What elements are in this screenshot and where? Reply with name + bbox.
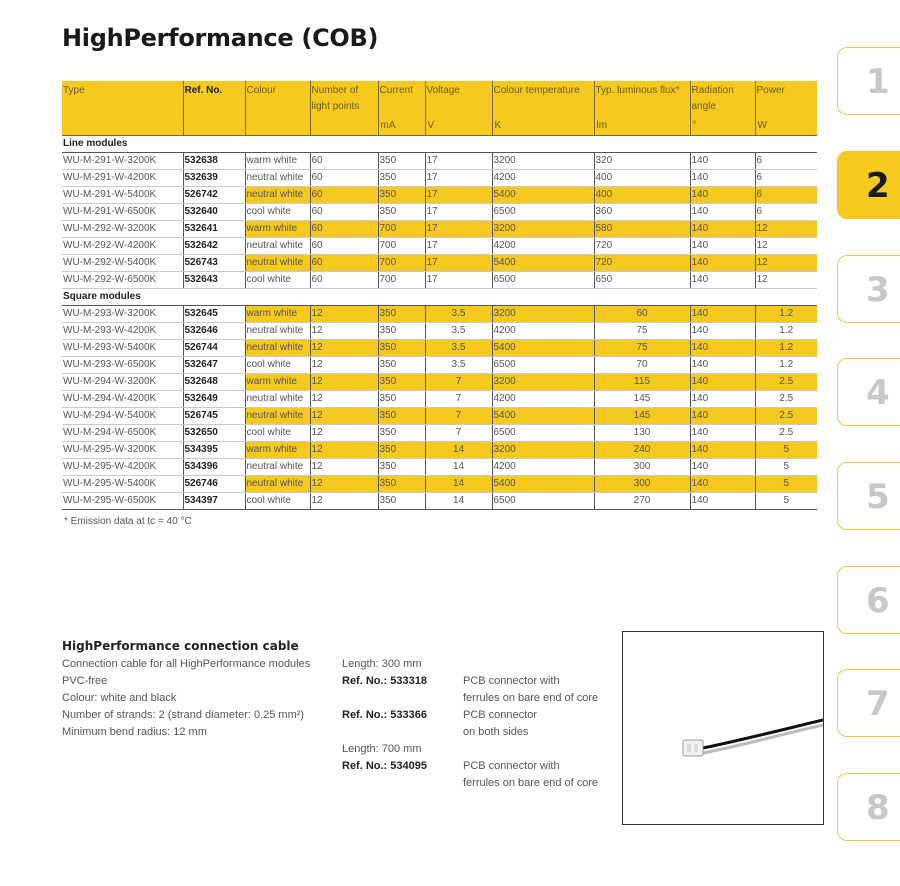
cell-points: 12 <box>310 408 378 425</box>
cell-cct: 4200 <box>492 391 594 408</box>
cell-ref: 526746 <box>183 476 245 493</box>
section-row <box>62 136 817 153</box>
cell-angle: 140 <box>690 323 755 340</box>
cell-flux: 60 <box>594 306 690 323</box>
cell-current: 350 <box>378 170 425 187</box>
chapter-tab-label: 6 <box>866 581 890 621</box>
table-row <box>62 272 817 289</box>
cell-ref: 532642 <box>183 238 245 255</box>
cell-points: 12 <box>310 476 378 493</box>
cell-angle: 140 <box>690 493 755 510</box>
cell-ref: 532647 <box>183 357 245 374</box>
cell-current: 700 <box>378 221 425 238</box>
cell-type: WU-M-295-W-6500K <box>62 493 183 510</box>
cell-voltage: 17 <box>425 170 492 187</box>
cell-current: 350 <box>378 425 425 442</box>
cell-flux: 580 <box>594 221 690 238</box>
ref-533366: Ref. No.: 533366 <box>342 709 427 721</box>
table-row <box>62 221 817 238</box>
cell-colour: neutral white <box>245 187 310 204</box>
cell-ref: 532646 <box>183 323 245 340</box>
cell-power: 2.5 <box>755 391 817 408</box>
header-power-unit: W <box>757 120 767 131</box>
cell-ref: 532649 <box>183 391 245 408</box>
length-300: Length: 300 mm <box>342 658 422 670</box>
header-voltage-unit: V <box>427 120 435 131</box>
cell-voltage: 17 <box>425 221 492 238</box>
cell-current: 350 <box>378 306 425 323</box>
cell-cct: 6500 <box>492 493 594 510</box>
cell-type: WU-M-293-W-4200K <box>62 323 183 340</box>
cell-cct: 6500 <box>492 204 594 221</box>
cell-flux: 270 <box>594 493 690 510</box>
cell-angle: 140 <box>690 204 755 221</box>
cell-voltage: 17 <box>425 204 492 221</box>
cable-title: HighPerformance connection cable <box>62 639 299 653</box>
table-row <box>62 204 817 221</box>
cell-power: 5 <box>755 442 817 459</box>
cell-voltage: 17 <box>425 153 492 170</box>
table-row <box>62 187 817 204</box>
cell-type: WU-M-292-W-4200K <box>62 238 183 255</box>
cell-power: 2.5 <box>755 408 817 425</box>
cell-cct: 6500 <box>492 425 594 442</box>
cell-colour: neutral white <box>245 340 310 357</box>
ref1-desc: ferrules on bare end of core <box>463 692 599 704</box>
cell-voltage: 17 <box>425 272 492 289</box>
cell-voltage: 14 <box>425 476 492 493</box>
cell-current: 350 <box>378 187 425 204</box>
header-current: Current <box>379 85 413 96</box>
cell-flux: 720 <box>594 238 690 255</box>
table-row <box>62 170 817 187</box>
cell-cct: 5400 <box>492 408 594 425</box>
cell-power: 6 <box>755 204 817 221</box>
cell-current: 350 <box>378 153 425 170</box>
chapter-tab-label: 2 <box>866 166 890 206</box>
cell-cct: 3200 <box>492 306 594 323</box>
cell-points: 12 <box>310 391 378 408</box>
cell-type: WU-M-292-W-3200K <box>62 221 183 238</box>
cell-current: 700 <box>378 238 425 255</box>
cell-type: WU-M-295-W-3200K <box>62 442 183 459</box>
chapter-tab-2[interactable] <box>837 151 900 219</box>
cable-desc-line: Colour: white and black <box>62 692 177 704</box>
cell-angle: 140 <box>690 153 755 170</box>
cell-colour: neutral white <box>245 391 310 408</box>
cell-voltage: 14 <box>425 442 492 459</box>
cell-current: 700 <box>378 272 425 289</box>
ref1-desc: PCB connector with <box>463 675 560 687</box>
cell-voltage: 7 <box>425 408 492 425</box>
cell-flux: 115 <box>594 374 690 391</box>
cell-type: WU-M-295-W-4200K <box>62 459 183 476</box>
header-cct-unit: K <box>494 120 502 131</box>
cell-type: WU-M-294-W-5400K <box>62 408 183 425</box>
cell-colour: neutral white <box>245 323 310 340</box>
cell-flux: 720 <box>594 255 690 272</box>
table-row <box>62 323 817 340</box>
cable-photo <box>622 631 824 825</box>
cell-cct: 6500 <box>492 357 594 374</box>
cell-cct: 3200 <box>492 374 594 391</box>
cell-ref: 532650 <box>183 425 245 442</box>
cell-ref: 526744 <box>183 340 245 357</box>
cell-angle: 140 <box>690 170 755 187</box>
cell-points: 60 <box>310 204 378 221</box>
cell-colour: cool white <box>245 272 310 289</box>
cell-current: 700 <box>378 255 425 272</box>
cell-points: 60 <box>310 255 378 272</box>
table-row <box>62 153 817 170</box>
cell-power: 2.5 <box>755 374 817 391</box>
cell-type: WU-M-291-W-5400K <box>62 187 183 204</box>
cell-flux: 400 <box>594 170 690 187</box>
cell-type: WU-M-291-W-3200K <box>62 153 183 170</box>
cell-points: 60 <box>310 221 378 238</box>
header-voltage: Voltage <box>426 85 460 96</box>
cell-angle: 140 <box>690 221 755 238</box>
cell-type: WU-M-291-W-6500K <box>62 204 183 221</box>
cable-ref-descriptions <box>463 673 598 792</box>
cell-flux: 240 <box>594 442 690 459</box>
cell-current: 350 <box>378 323 425 340</box>
cell-angle: 140 <box>690 476 755 493</box>
cell-points: 60 <box>310 187 378 204</box>
cell-points: 12 <box>310 425 378 442</box>
cell-type: WU-M-294-W-6500K <box>62 425 183 442</box>
cell-colour: warm white <box>245 442 310 459</box>
cell-voltage: 3.5 <box>425 357 492 374</box>
header-flux: Typ. luminous flux* <box>595 85 680 96</box>
cell-points: 60 <box>310 170 378 187</box>
cell-current: 350 <box>378 442 425 459</box>
cell-points: 12 <box>310 442 378 459</box>
cell-current: 350 <box>378 391 425 408</box>
cell-power: 2.5 <box>755 425 817 442</box>
cell-voltage: 3.5 <box>425 323 492 340</box>
cell-type: WU-M-294-W-3200K <box>62 374 183 391</box>
table-row <box>62 374 817 391</box>
cell-angle: 140 <box>690 357 755 374</box>
cell-current: 350 <box>378 374 425 391</box>
cell-voltage: 17 <box>425 255 492 272</box>
chapter-tab-label: 8 <box>866 788 890 828</box>
cell-voltage: 3.5 <box>425 340 492 357</box>
section-row <box>62 289 817 306</box>
cell-angle: 140 <box>690 187 755 204</box>
cable-refs <box>342 656 427 775</box>
cell-flux: 650 <box>594 272 690 289</box>
header-power: Power <box>756 85 785 96</box>
cell-ref: 532641 <box>183 221 245 238</box>
header-points: Number of light points <box>311 85 360 112</box>
header-flux-unit: lm <box>596 120 608 131</box>
cell-colour: neutral white <box>245 408 310 425</box>
cell-angle: 140 <box>690 272 755 289</box>
header-ref: Ref. No. <box>184 85 223 96</box>
cable-image <box>623 632 823 824</box>
table-row <box>62 425 817 442</box>
cell-angle: 140 <box>690 306 755 323</box>
cell-angle: 140 <box>690 255 755 272</box>
ref2-desc: on both sides <box>463 726 529 738</box>
header-current-unit: mA <box>380 120 396 131</box>
spec-table <box>62 81 817 510</box>
cell-type: WU-M-291-W-4200K <box>62 170 183 187</box>
cell-power: 12 <box>755 221 817 238</box>
header-type: Type <box>63 85 85 96</box>
cell-flux: 320 <box>594 153 690 170</box>
chapter-tab-label: 3 <box>866 270 890 310</box>
header-angle: Radiation angle <box>691 85 734 112</box>
cell-current: 350 <box>378 408 425 425</box>
ref3-desc: ferrules on bare end of core <box>463 777 599 789</box>
cell-current: 350 <box>378 459 425 476</box>
length-700: Length: 700 mm <box>342 743 422 755</box>
cell-angle: 140 <box>690 459 755 476</box>
cell-flux: 300 <box>594 476 690 493</box>
chapter-tab-label: 7 <box>866 684 890 724</box>
cable-desc-line: Minimum bend radius: 12 mm <box>62 726 207 738</box>
cell-voltage: 7 <box>425 374 492 391</box>
cell-current: 350 <box>378 357 425 374</box>
cell-flux: 145 <box>594 408 690 425</box>
cable-description <box>62 656 310 741</box>
cell-points: 12 <box>310 357 378 374</box>
cell-power: 6 <box>755 187 817 204</box>
cell-cct: 3200 <box>492 153 594 170</box>
cable-desc-line: Connection cable for all HighPerformance modules <box>62 658 311 670</box>
table-row <box>62 306 817 323</box>
chapter-tab-3[interactable] <box>837 255 900 323</box>
cable-desc-line: Number of strands: 2 (strand diameter: 0.25 mm²) <box>62 709 305 721</box>
cell-type: WU-M-293-W-5400K <box>62 340 183 357</box>
header-angle-unit: ° <box>692 120 697 131</box>
cell-cct: 5400 <box>492 187 594 204</box>
cell-points: 12 <box>310 323 378 340</box>
chapter-tab-1[interactable] <box>837 47 900 115</box>
section-label: Square modules <box>62 289 817 306</box>
cell-voltage: 3.5 <box>425 306 492 323</box>
cell-ref: 534397 <box>183 493 245 510</box>
cell-colour: cool white <box>245 493 310 510</box>
cell-power: 1.2 <box>755 306 817 323</box>
cell-angle: 140 <box>690 374 755 391</box>
cell-power: 6 <box>755 153 817 170</box>
cell-points: 12 <box>310 306 378 323</box>
cell-cct: 5400 <box>492 476 594 493</box>
cell-colour: warm white <box>245 221 310 238</box>
cell-cct: 4200 <box>492 459 594 476</box>
cell-angle: 140 <box>690 425 755 442</box>
table-header <box>62 81 817 136</box>
cell-ref: 532640 <box>183 204 245 221</box>
cell-colour: neutral white <box>245 170 310 187</box>
footnote: * Emission data at tc = 40 °C <box>64 516 192 527</box>
cell-ref: 534396 <box>183 459 245 476</box>
cell-flux: 75 <box>594 323 690 340</box>
cell-ref: 526743 <box>183 255 245 272</box>
header-cct: Colour temperature <box>493 85 580 96</box>
table-row <box>62 459 817 476</box>
cell-voltage: 14 <box>425 459 492 476</box>
cell-cct: 4200 <box>492 323 594 340</box>
ref-534095: Ref. No.: 534095 <box>342 760 427 772</box>
cell-cct: 3200 <box>492 221 594 238</box>
cell-cct: 3200 <box>492 442 594 459</box>
cell-cct: 6500 <box>492 272 594 289</box>
cell-power: 5 <box>755 493 817 510</box>
chapter-tab-label: 4 <box>866 373 890 413</box>
cell-ref: 532638 <box>183 153 245 170</box>
ref2-desc: PCB connector <box>463 709 537 721</box>
cable-desc-line: PVC-free <box>62 675 108 687</box>
cell-type: WU-M-293-W-3200K <box>62 306 183 323</box>
ref3-desc: PCB connector with <box>463 760 560 772</box>
cell-ref: 534395 <box>183 442 245 459</box>
cell-power: 12 <box>755 272 817 289</box>
cell-cct: 4200 <box>492 238 594 255</box>
cell-cct: 5400 <box>492 255 594 272</box>
table-row <box>62 442 817 459</box>
cell-type: WU-M-293-W-6500K <box>62 357 183 374</box>
chapter-tab-8[interactable] <box>837 773 900 841</box>
cell-current: 350 <box>378 493 425 510</box>
cell-flux: 130 <box>594 425 690 442</box>
cell-points: 12 <box>310 340 378 357</box>
cell-points: 12 <box>310 493 378 510</box>
page-title: HighPerformance (COB) <box>62 24 379 52</box>
cell-cct: 5400 <box>492 340 594 357</box>
chapter-tab-5[interactable] <box>837 462 900 530</box>
table-row <box>62 408 817 425</box>
cell-voltage: 17 <box>425 238 492 255</box>
cell-power: 6 <box>755 170 817 187</box>
cell-points: 60 <box>310 272 378 289</box>
cell-voltage: 7 <box>425 391 492 408</box>
cell-cct: 4200 <box>492 170 594 187</box>
cell-colour: neutral white <box>245 255 310 272</box>
cell-power: 5 <box>755 459 817 476</box>
table-row <box>62 238 817 255</box>
cell-power: 12 <box>755 238 817 255</box>
cell-angle: 140 <box>690 442 755 459</box>
section-label: Line modules <box>62 136 817 153</box>
cell-current: 350 <box>378 476 425 493</box>
chapter-tab-label: 5 <box>866 477 890 517</box>
cell-power: 1.2 <box>755 357 817 374</box>
cell-voltage: 17 <box>425 187 492 204</box>
cell-colour: warm white <box>245 153 310 170</box>
cell-colour: cool white <box>245 357 310 374</box>
cell-angle: 140 <box>690 340 755 357</box>
cell-flux: 75 <box>594 340 690 357</box>
cell-colour: cool white <box>245 204 310 221</box>
ref-533318: Ref. No.: 533318 <box>342 675 427 687</box>
chapter-tab-4[interactable] <box>837 358 900 426</box>
cell-current: 350 <box>378 340 425 357</box>
chapter-tab-6[interactable] <box>837 566 900 634</box>
cell-ref: 532643 <box>183 272 245 289</box>
table-row <box>62 255 817 272</box>
cell-type: WU-M-292-W-6500K <box>62 272 183 289</box>
table-row <box>62 340 817 357</box>
cell-colour: neutral white <box>245 459 310 476</box>
cell-ref: 532639 <box>183 170 245 187</box>
cell-angle: 140 <box>690 391 755 408</box>
cell-colour: cool white <box>245 425 310 442</box>
cell-points: 60 <box>310 238 378 255</box>
cell-colour: neutral white <box>245 238 310 255</box>
cell-current: 350 <box>378 204 425 221</box>
cell-power: 5 <box>755 476 817 493</box>
chapter-tab-label: 1 <box>866 62 890 102</box>
table-row <box>62 493 817 510</box>
table-row <box>62 357 817 374</box>
cell-colour: neutral white <box>245 476 310 493</box>
cell-points: 60 <box>310 153 378 170</box>
cell-type: WU-M-294-W-4200K <box>62 391 183 408</box>
cell-ref: 526742 <box>183 187 245 204</box>
header-colour: Colour <box>246 85 276 96</box>
cell-power: 1.2 <box>755 323 817 340</box>
chapter-tab-7[interactable] <box>837 669 900 737</box>
cell-flux: 400 <box>594 187 690 204</box>
cell-colour: warm white <box>245 306 310 323</box>
cell-power: 1.2 <box>755 340 817 357</box>
cell-type: WU-M-295-W-5400K <box>62 476 183 493</box>
cell-colour: warm white <box>245 374 310 391</box>
cell-ref: 532645 <box>183 306 245 323</box>
cell-angle: 140 <box>690 238 755 255</box>
table-row <box>62 391 817 408</box>
cell-points: 12 <box>310 459 378 476</box>
cell-voltage: 14 <box>425 493 492 510</box>
cell-flux: 300 <box>594 459 690 476</box>
table-row <box>62 476 817 493</box>
cell-ref: 532648 <box>183 374 245 391</box>
cell-power: 12 <box>755 255 817 272</box>
cell-flux: 360 <box>594 204 690 221</box>
cell-points: 12 <box>310 374 378 391</box>
cell-angle: 140 <box>690 408 755 425</box>
cell-voltage: 7 <box>425 425 492 442</box>
cell-type: WU-M-292-W-5400K <box>62 255 183 272</box>
cell-flux: 70 <box>594 357 690 374</box>
cell-ref: 526745 <box>183 408 245 425</box>
cell-flux: 145 <box>594 391 690 408</box>
